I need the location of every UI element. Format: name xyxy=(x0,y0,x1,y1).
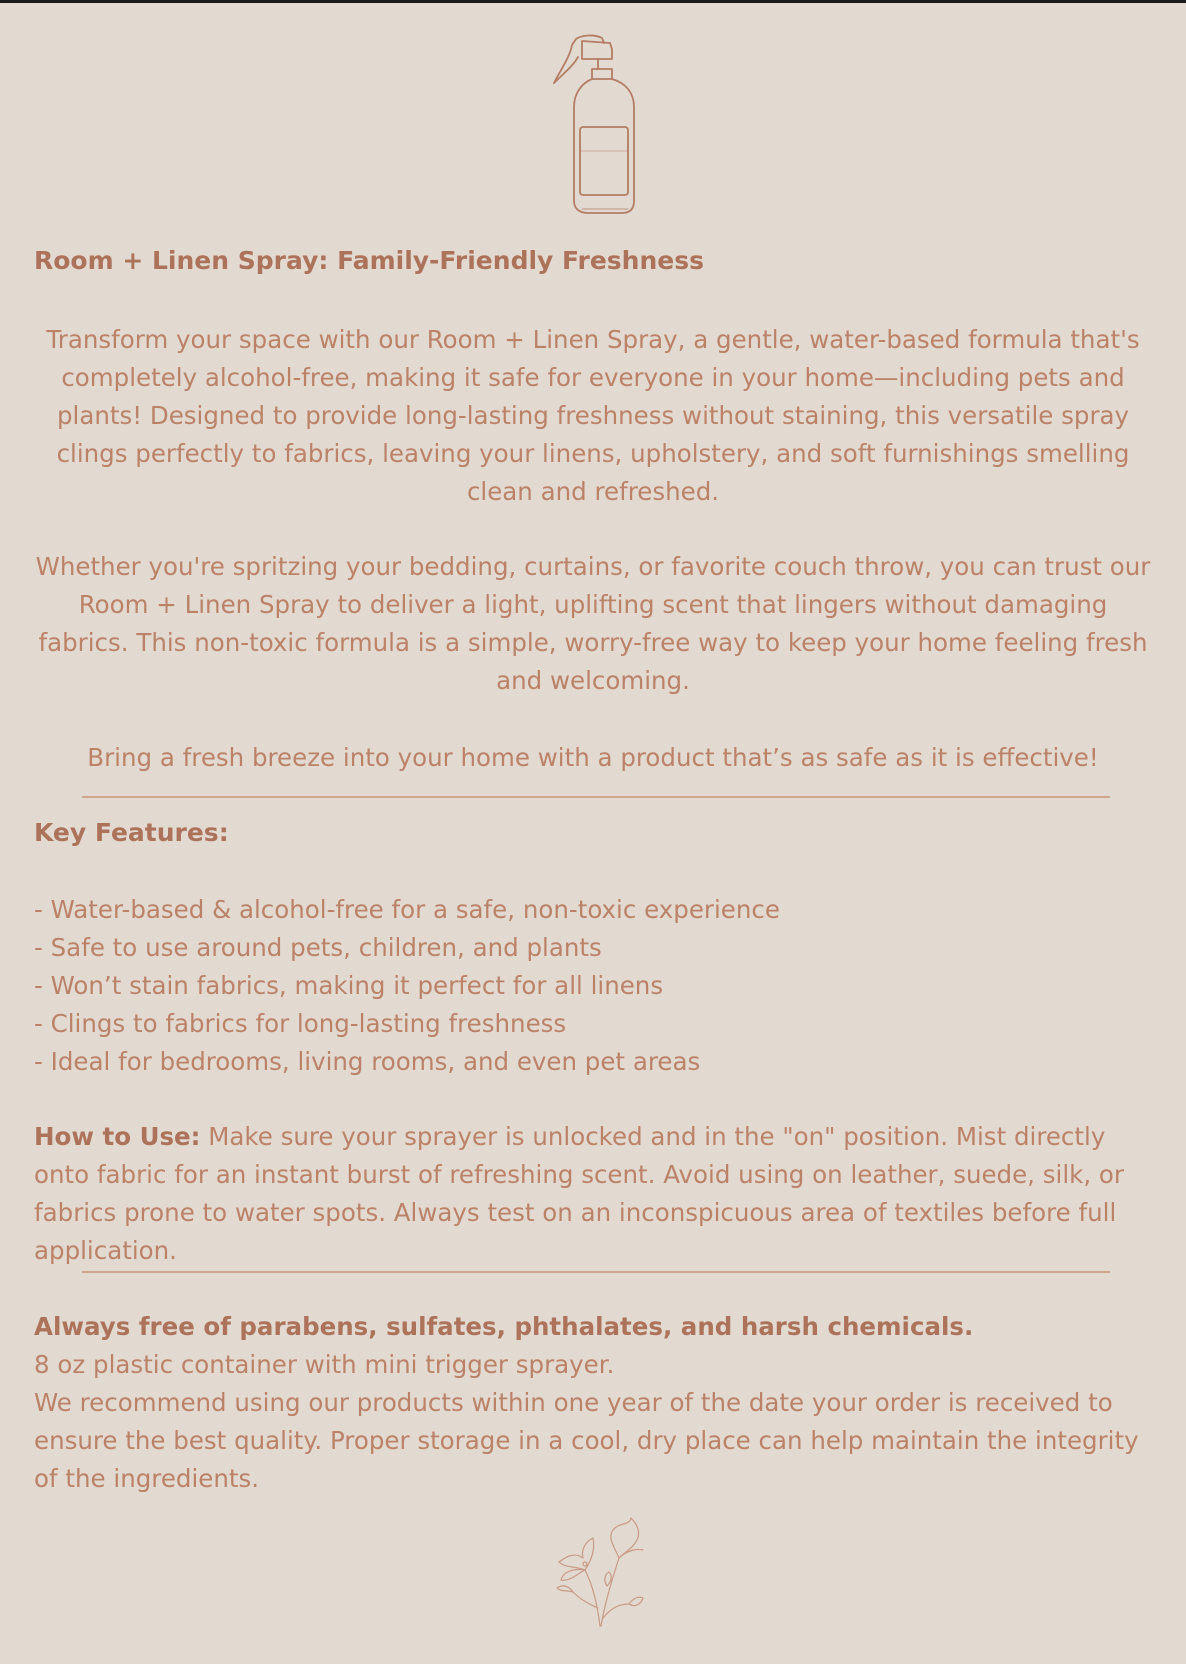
description-paragraph-2: Whether you're spritzing your bedding, curtains, or favorite couch throw, you can trust our Room + Linen Spray to deliver a light, uplifting scent that lingers without damaging fabrics. This non-toxic formula is a simple, worry-free way to keep your home feeling fresh and welcoming. xyxy=(35,552,1151,695)
key-features-list xyxy=(34,891,780,1081)
description-paragraph-3: Bring a fresh breeze into your home with a product that’s as safe as it is effective! xyxy=(87,743,1099,772)
spray-bottle-icon xyxy=(552,31,640,227)
divider xyxy=(82,796,1110,798)
flower-icon xyxy=(545,1508,655,1628)
how-to-use-label: How to Use: xyxy=(34,1122,201,1151)
divider xyxy=(82,1271,1110,1273)
how-to-use-section xyxy=(34,1118,1164,1270)
footer-notes xyxy=(34,1308,1164,1498)
how-to-use-text: Make sure your sprayer is unlocked and in the "on" position. Mist directly onto fabric for an instant burst of refreshing scent. Avoid using on leather, suede, silk, or fabrics prone to water spots. Always test on an inconspicuous area of textiles before full application. xyxy=(34,1122,1124,1265)
list-item: - Won’t stain fabrics, making it perfect for all linens xyxy=(34,971,664,1000)
key-features-heading: Key Features: xyxy=(34,818,229,847)
list-item: - Safe to use around pets, children, and plants xyxy=(34,933,602,962)
product-title: Room + Linen Spray: Family-Friendly Freshness xyxy=(34,246,704,275)
container-info: 8 oz plastic container with mini trigger sprayer. xyxy=(34,1350,615,1379)
list-item: - Ideal for bedrooms, living rooms, and even pet areas xyxy=(34,1047,701,1076)
list-item: - Water-based & alcohol-free for a safe, non-toxic experience xyxy=(34,895,780,924)
shelf-life-note: We recommend using our products within one year of the date your order is received to ensure the best quality. Proper storage in a cool, dry place can help maintain the integrity of the ingredients. xyxy=(34,1388,1139,1493)
description-paragraph-1: Transform your space with our Room + Linen Spray, a gentle, water-based formula that's completely alcohol-free, making it safe for everyone in your home—including pets and plants! Designed to provide long-lasting freshness without staining, this versatile spray clings perfectly to fabrics, leaving your linens, upholstery, and soft furnishings smelling clean and refreshed. xyxy=(46,325,1140,506)
free-of-statement: Always free of parabens, sulfates, phthalates, and harsh chemicals. xyxy=(34,1312,974,1341)
product-description-card xyxy=(0,3,1186,1664)
list-item: - Clings to fabrics for long-lasting freshness xyxy=(34,1009,567,1038)
